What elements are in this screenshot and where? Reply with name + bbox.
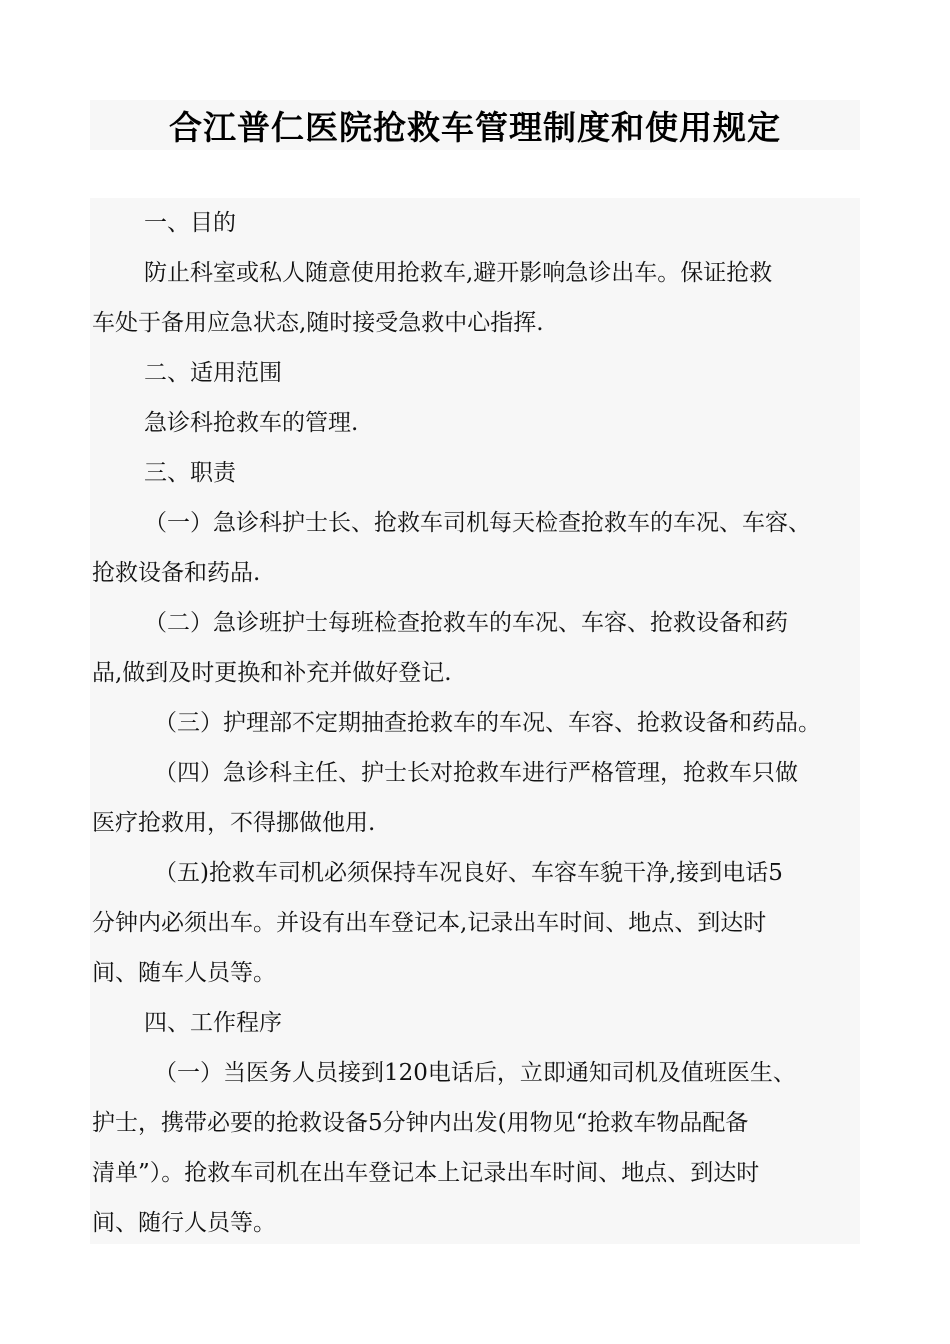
paragraph-duty-2: （二）急诊班护士每班检查抢救车的车况、车容、抢救设备和药: [144, 610, 788, 636]
section-heading-duties: 三、职责: [144, 460, 236, 486]
document-title: 合江普仁医院抢救车管理制度和使用规定: [169, 107, 781, 147]
document-body: [90, 198, 860, 1244]
paragraph-procedure-1: （一）当医务人员接到120电话后，立即通知司机及值班医生、: [154, 1060, 796, 1086]
title-band: [90, 100, 860, 150]
paragraph-duty-2-cont: 品,做到及时更换和补充并做好登记.: [92, 660, 452, 686]
paragraph-scope: 急诊科抢救车的管理.: [144, 410, 359, 436]
paragraph-duty-4: （四）急诊科主任、护士长对抢救车进行严格管理，抢救车只做: [154, 760, 798, 786]
paragraph-duty-4-cont: 医疗抢救用，不得挪做他用.: [92, 810, 376, 836]
paragraph-duty-1: （一）急诊科护士长、抢救车司机每天检查抢救车的车况、车容、: [144, 510, 811, 536]
paragraph-purpose: 防止科室或私人随意使用抢救车,避开影响急诊出车。保证抢救: [144, 260, 773, 286]
section-heading-scope: 二、适用范围: [144, 360, 282, 386]
paragraph-procedure-1-cont3: 间、随行人员等。: [92, 1210, 276, 1236]
section-heading-procedure: 四、工作程序: [144, 1010, 282, 1036]
paragraph-duty-5-cont: 分钟内必须出车。并设有出车登记本,记录出车时间、地点、到达时: [92, 910, 767, 936]
paragraph-duty-5: （五)抢救车司机必须保持车况良好、车容车貌干净,接到电话5: [154, 860, 783, 886]
paragraph-duty-3: （三）护理部不定期抽查抢救车的车况、车容、抢救设备和药品。: [154, 710, 821, 736]
paragraph-procedure-1-cont: 护士，携带必要的抢救设备5分钟内出发(用物见“抢救车物品配备: [92, 1110, 749, 1136]
section-heading-purpose: 一、目的: [144, 210, 236, 236]
paragraph-duty-1-cont: 抢救设备和药品.: [92, 560, 261, 586]
paragraph-procedure-1-cont2: 清单”）。抢救车司机在出车登记本上记录出车时间、地点、到达时: [92, 1160, 760, 1186]
paragraph-purpose-cont: 车处于备用应急状态,随时接受急救中心指挥.: [92, 310, 544, 336]
paragraph-duty-5-cont2: 间、随车人员等。: [92, 960, 276, 986]
